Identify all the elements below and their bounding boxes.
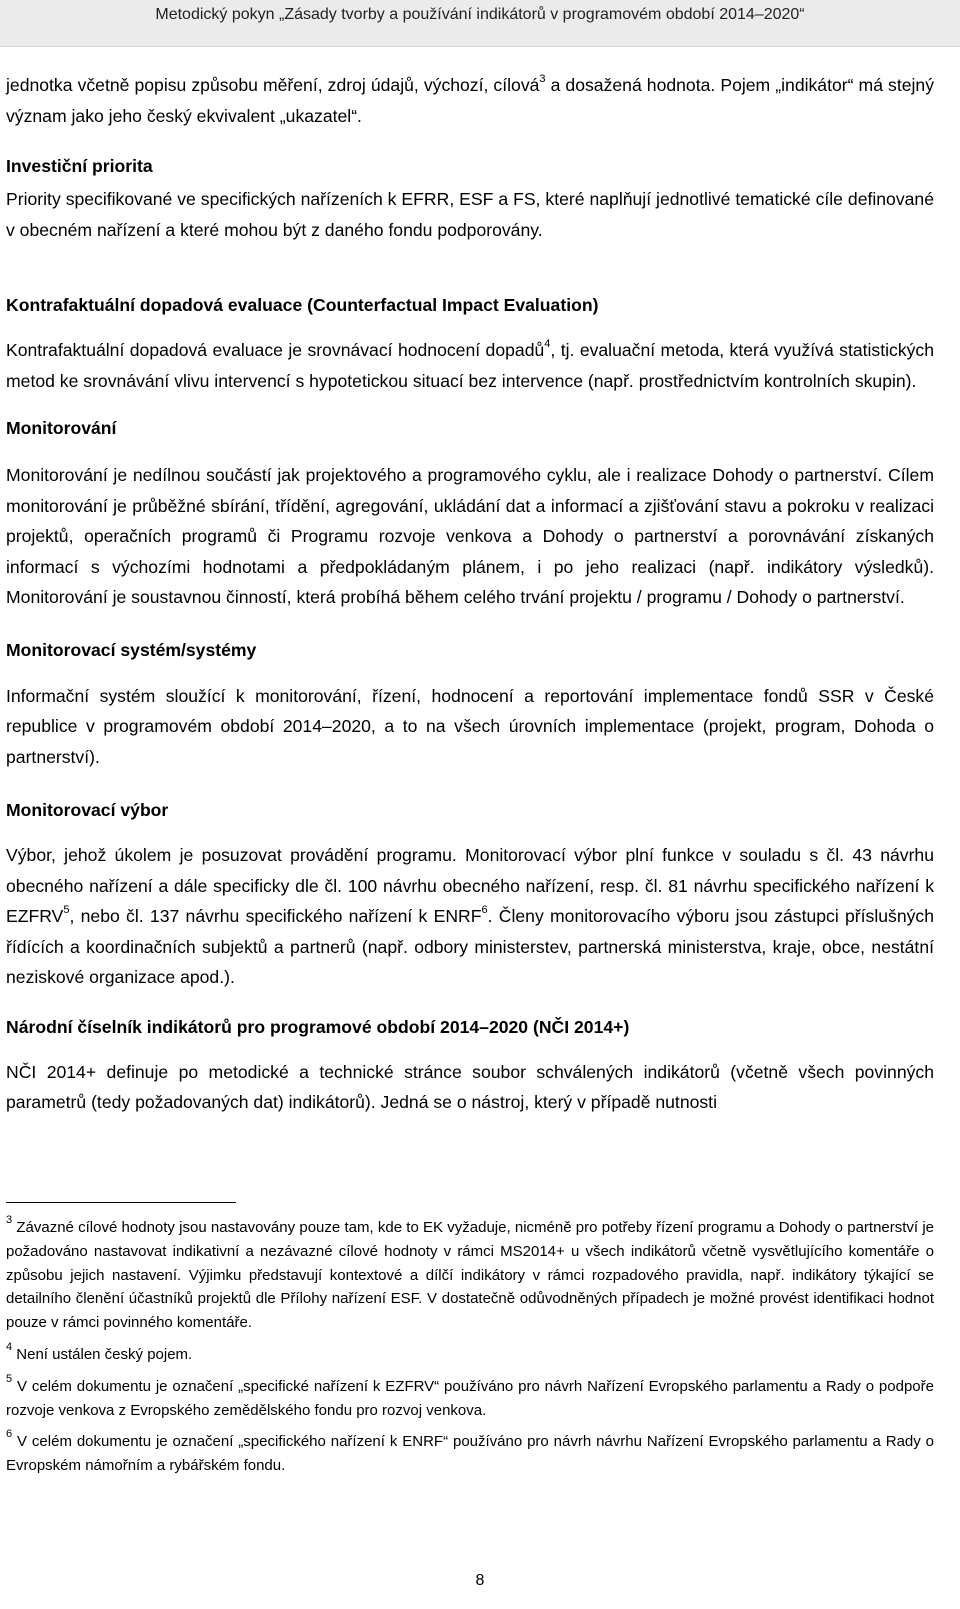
footnote-6 [6,1430,934,1478]
footnote-text: V celém dokumentu je označení „specifického nařízení k ENRF“ používáno pro návrh návrhu Nařízení Evropského parlamentu a Rady o Evropském námořním a rybářském fondu. [6,1433,934,1475]
footnote-ref-3[interactable]: 3 [539,73,546,85]
document-body [6,70,934,1118]
footnotes [6,1216,934,1478]
kontrafaktualni-text-b: , tj. evaluační metoda, která využívá statistických metod ke srovnávání vlivu intervencí s hypotetickou situací bez intervence (např. prostřednictvím kontrolních skupin). [6,340,934,391]
vybor-text-c: . Členy monitorovacího výboru jsou zástupci příslušných řídících a koordinačních subjektů a partnerů (např. odbory ministerstev, partnerská ministerstva, kraje, obce, nestátní neziskové organizace apod.). [6,906,934,987]
vybor-paragraph [6,840,934,993]
footnote-text: Není ustálen český pojem. [12,1345,193,1363]
ciselnik-paragraph: NČI 2014+ definuje po metodické a technické stránce soubor schválených indikátorů (včetně všech povinných parametrů (tedy požadovaných dat) indikátorů). Jedná se o nástroj, který v případě nutnosti [6,1061,934,1112]
footnote-4 [6,1340,934,1367]
footnote-ref-4[interactable]: 4 [544,338,551,350]
system-paragraph: Informační systém sloužící k monitorování, řízení, hodnocení a reportování implementace fondů SSR v České republice v programovém období 2014–2020, a to na všech úrovních implementace (projekt, program, Dohoda o partnerství). [6,685,934,767]
vybor-text-a: Výbor, jehož úkolem je posuzovat provádění programu. Monitorovací výbor plní funkce v souladu s čl. 43 návrhu obecného nařízení a dále specificky dle čl. 100 návrhu obecného nařízení, resp. čl. 81 návrhu specifického nařízení k EZFRV [6,845,934,926]
heading-kontrafaktualni: Kontrafaktuální dopadová evaluace (Counterfactual Impact Evaluation) [6,295,599,315]
monitorovani-paragraph: Monitorování je nedílnou součástí jak projektového a programového cyklu, ale i realizace Dohody o partnerství. Cílem monitorování je průběžné sbírání, třídění, agregování, ukládání dat a informací a zjišťování stavu a pokroku v realizaci projektů, operačních programů či Programu rozvoje venkova a Dohody o partnerství a porovnávání získaných informací s výchozími hodnotami a předpokládaným plánem, i po jeho realizaci (např. indikátory výsledků). Monitorování je soustavnou činností, která probíhá během celého trvání projektu / programu / Dohody o partnerství. [6,465,934,607]
heading-ciselnik: Národní číselník indikátorů pro programové období 2014–2020 (NČI 2014+) [6,1016,630,1037]
investicni-paragraph: Priority specifikované ve specifických nařízeních k EFRR, ESF a FS, které naplňují jednotlivé tematické cíle definované v obecném nařízení a které mohou být z daného fondu podporovány. [6,189,934,240]
footnote-text: V celém dokumentu je označení „specifické nařízení k EZFRV“ používáno pro návrh Nařízení Evropského parlamentu a Rady o podpoře rozvoje venkova z Evropského zemědělského fondu pro rozvoj venkova. [6,1377,934,1419]
footnote-number: 5 [6,1372,13,1385]
kontrafaktualni-text-a: Kontrafaktuální dopadová evaluace je srovnávací hodnocení dopadů [6,340,545,360]
footnote-number: 4 [6,1340,13,1353]
footnote-separator [6,1202,236,1203]
footnote-ref-6[interactable]: 6 [481,904,488,916]
page-number: 8 [475,1572,485,1589]
footnote-3 [6,1216,934,1335]
footnote-text: Závazné cílové hodnoty jsou nastavovány pouze tam, kde to EK vyžaduje, nicméně pro potřeby řízení programu a Dohody o partnerství je požadováno nastavovat indikativní a nezávazné cílové hodnoty v rámci MS2014+ u všech indikátorů včetně vysvětlujícího komentáře o způsobu jejich nastavení. Výjimku představují kontextové a dílčí indikátory v rámci rozpadového pravidla, např. indikátory týkající se detailního členění účastníků projektů dle Přílohy nařízení ESF. V dostatečně odůvodněných případech je možné provést identifikaci hodnot pouze v rámci povinného komentáře. [6,1219,934,1332]
intro-text-a: jednotka včetně popisu způsobu měření, zdroj údajů, výchozí, cílová [6,75,540,95]
kontrafaktualni-paragraph [6,335,934,396]
footnote-5 [6,1372,934,1423]
footnote-ref-5[interactable]: 5 [63,904,70,916]
page-header [0,0,960,47]
intro-text-b: a dosažená hodnota. Pojem „indikátor“ má stejný význam jako jeho český ekvivalent „ukazatel“. [6,75,935,126]
header-title: Metodický pokyn „Zásady tvorby a používání indikátorů v programovém období 2014–2020“ [155,6,805,23]
heading-monitorovaci-vybor: Monitorovací výbor [6,800,169,820]
vybor-text-b: , nebo čl. 137 návrhu specifického nařízení k ENRF [69,906,482,926]
intro-paragraph [6,70,934,131]
heading-monitorovaci-system: Monitorovací systém/systémy [6,639,257,660]
footnote-number: 3 [6,1214,13,1226]
footnote-number: 6 [6,1428,13,1441]
heading-investicni-priorita: Investiční priorita [6,156,153,176]
heading-monitorovani: Monitorování [6,418,117,438]
